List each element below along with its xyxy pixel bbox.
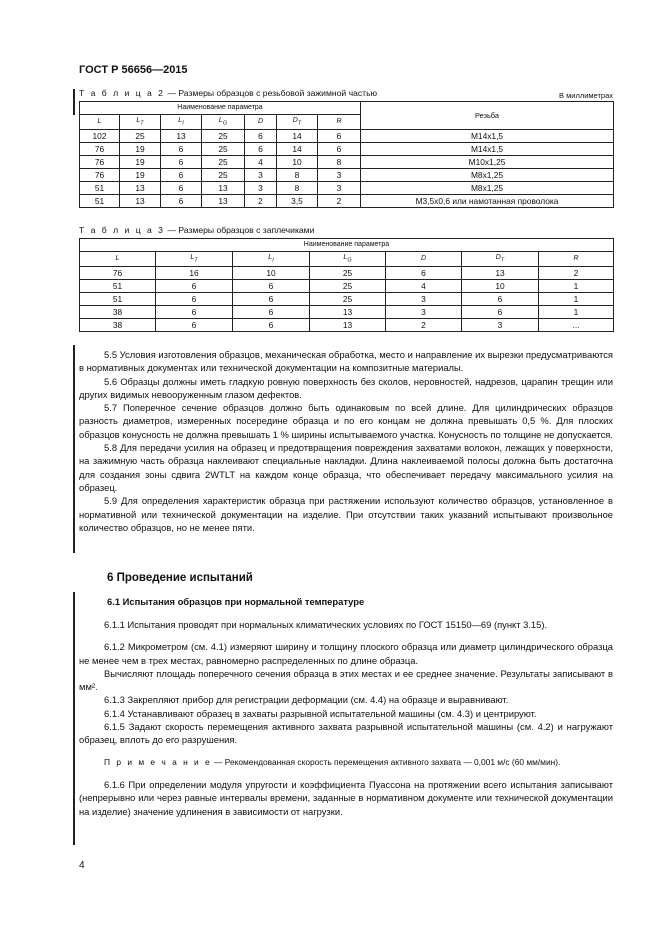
table-cell: 6 [245,143,277,156]
paragraph-5-6: 5.6 Образцы должны иметь гладкую ровную поверхность без сколов, неровностей, надрезов, царапин трещин или других видимых невооруженным глазом дефектов. [79,375,613,400]
table-cell: 3 [245,182,277,195]
document-header: ГОСТ Р 56656—2015 [79,64,188,76]
table-cell: 6 [161,182,202,195]
table2-caption-prefix: Т а б л и ц а 2 [79,88,165,98]
note-text: — Рекомендованная скорость перемещения активного захвата — 0,001 м/с (60 мм/мин). [211,756,561,767]
table-cell: 25 [202,156,245,169]
table-cell: 14 [277,130,318,143]
paragraph-5-7: 5.7 Поперечное сечение образцов должно быть одинаковым по всей длине. Для цилиндрических образцов разность диаметров, измеренных посередине образца и по его концам не должна превышать 0,5 %. Для плоских образцов конусность не должна превышать 1 % ширины испытываемого участка. Конусность по толщине не допускается. [79,402,613,440]
table3 [79,238,614,332]
table-cell: 6 [245,130,277,143]
table-cell: 6 [318,130,361,143]
table-cell: 2 [245,195,277,208]
table-cell: 6 [156,280,233,293]
table-cell: 25 [120,130,161,143]
table-cell: 3 [245,169,277,182]
table-cell: 6 [161,195,202,208]
table-cell: 19 [120,169,161,182]
table-row [80,280,614,293]
table-cell: 51 [80,182,120,195]
table-row [80,143,614,156]
table2-group-header: Наименование параметра [80,102,361,115]
section5-text [79,348,613,534]
table-cell: M3,5x0,6 или намотанная проволока [361,195,614,208]
column-header-lg: $L_G$ [310,252,386,267]
column-header-d: D [386,252,462,267]
table-cell: 6 [161,143,202,156]
table-cell: 3 [386,306,462,319]
table2-body [80,130,614,208]
table-cell: 13 [120,195,161,208]
table-cell: 3,5 [277,195,318,208]
table-cell: 10 [277,156,318,169]
table-row [80,267,614,280]
column-header-l: L [80,115,120,130]
table-cell: 13 [202,195,245,208]
table-cell: 6 [386,267,462,280]
table3-caption-text: — Размеры образцов с заплечиками [164,225,315,235]
table-cell: 13 [202,182,245,195]
table-cell: ... [539,319,614,332]
change-bar [73,592,75,845]
table-cell: 1 [539,280,614,293]
column-header-d: D [245,115,277,130]
table-row [80,169,614,182]
table3-group-header: Наименование параметра [80,239,614,252]
table-cell: 76 [80,267,156,280]
table-cell: 8 [318,156,361,169]
column-header-dt: $D_T$ [277,115,318,130]
table-cell: 2 [318,195,361,208]
table2-units: В миллиметрах [559,91,613,100]
table-cell: 102 [80,130,120,143]
table-cell: 4 [245,156,277,169]
table-row [80,319,614,332]
table-cell: 6 [156,306,233,319]
column-header-lt: $L_T$ [156,252,233,267]
table3-caption-prefix: Т а б л и ц а 3 [79,225,165,235]
table-cell: 6 [233,306,310,319]
table-cell: 76 [80,169,120,182]
table-cell: 19 [120,156,161,169]
table-cell: 6 [233,319,310,332]
paragraph-6-1-2: 6.1.2 Микрометром (см. 4.1) измеряют ширину и толщину плоского образца или диаметр цилиндрического образца не менее чем в трех местах, равномерно распределенных по длине образца. [79,641,613,666]
table-cell: 2 [539,267,614,280]
table-row [80,195,614,208]
table3-column-headers [80,252,614,267]
table3-caption [79,225,314,235]
column-header-lg: $L_G$ [202,115,245,130]
table-cell: 1 [539,306,614,319]
section6-title: 6 Проведение испытаний [107,572,253,584]
table-cell: 10 [233,267,310,280]
table-cell: 25 [202,169,245,182]
table-cell: 6 [161,156,202,169]
paragraph-6-1-3: 6.1.3 Закрепляют прибор для регистрации деформации (см. 4.4) на образце и выравнивают. [104,694,509,706]
table-cell: 76 [80,156,120,169]
table-cell: 1 [539,293,614,306]
table-row [80,156,614,169]
paragraph-5-5: 5.5 Условия изготовления образцов, механическая обработка, место и направление их вырезки предусматриваются в нормативных документах или технической документации на композитные материалы. [79,349,613,374]
column-header-r: R [539,252,614,267]
note-label: П р и м е ч а н и е [104,756,212,767]
table-cell: 16 [156,267,233,280]
paragraph-6-1-6: 6.1.6 При определении модуля упругости и коэффициента Пуассона на протяжении всего испытания записывают (непрерывно или через равные интервалы времени, заданные в нормативном документе или технической документации на изделие) значение удлинения в зависимости от нагрузки. [79,778,613,817]
table-cell: 4 [386,280,462,293]
table-cell: M8x1,25 [361,182,614,195]
table-cell: 6 [161,169,202,182]
table3-body [80,267,614,332]
table-cell: M10x1,25 [361,156,614,169]
table-cell: 8 [277,182,318,195]
table-row [80,306,614,319]
paragraph-6-1-1: 6.1.1 Испытания проводят при нормальных климатических условиях по ГОСТ 15150—69 (пункт 3.15). [104,619,548,630]
table-cell: 25 [202,143,245,156]
note [79,756,613,769]
table-cell: 6 [156,319,233,332]
change-bar [73,345,75,553]
table-cell: 14 [277,143,318,156]
table-cell: 25 [310,267,386,280]
table-cell: 25 [310,293,386,306]
table-cell: 76 [80,143,120,156]
table-cell: 51 [80,195,120,208]
paragraph-5-9: 5.9 Для определения характеристик образца при растяжении используют количество образцов, установленное в нормативной или технической документации на изделие. При отсутствии таких указаний испытывают произвольное количество образцов, но не менее пяти. [79,495,613,533]
table-cell: 6 [233,293,310,306]
table-cell: 13 [161,130,202,143]
table-cell: M14x1,5 [361,143,614,156]
table2-caption [79,88,377,98]
table-cell: 38 [80,306,156,319]
section6-1-title: 6.1 Испытания образцов при нормальной температуре [107,596,365,607]
table-cell: M14x1,5 [361,130,614,143]
table-cell: 51 [80,280,156,293]
table-cell: 13 [120,182,161,195]
change-bar [73,89,75,115]
column-header-lt: $L_T$ [120,115,161,130]
column-header-l: L [80,252,156,267]
table2-caption-text: — Размеры образцов с резьбовой зажимной частью [164,88,378,98]
table-cell: 13 [462,267,539,280]
table-cell: 25 [310,280,386,293]
table-cell: 38 [80,319,156,332]
table-cell: M8x1,25 [361,169,614,182]
column-header-li: $L_I$ [233,252,310,267]
table-row [80,130,614,143]
paragraph-5-8 [79,441,613,494]
table-cell: 6 [233,280,310,293]
table-row [80,182,614,195]
paragraph-5-8-text: 5.8 Для передачи усилия на образец и предотвращения повреждения захватами волокон, лежащих у поверхности, на зажимную часть образца наклеивают специальные накладки. Длина наклеиваемой полосы должна быть достаточна для создания зоны сдвига 2WTLT на каждом конце образца, что обеспечивает передачу максимального усилия на образец. [79,442,613,493]
table-cell: 8 [277,169,318,182]
table-cell: 6 [318,143,361,156]
paragraph-6-1-4: 6.1.4 Устанавливают образец в захваты разрывной испытательной машины (см. 4.3) и центрируют. [104,707,537,719]
column-header-r: R [318,115,361,130]
table-cell: 6 [462,293,539,306]
paragraph-6-1-2-b: Вычисляют площадь поперечного сечения образца в этих местах и ее среднее значение. Результаты записывают в мм². [79,667,613,693]
table-cell: 3 [386,293,462,306]
table-cell: 3 [318,169,361,182]
table-cell: 19 [120,143,161,156]
table-cell: 2 [386,319,462,332]
paragraph-6-1-5: 6.1.5 Задают скорость перемещения активного захвата разрывной испытательной машины (см. 4.2) и нагружают образец, вплоть до его разрушения. [79,721,613,746]
table-cell: 6 [462,306,539,319]
table-cell: 10 [462,280,539,293]
table2 [79,101,614,208]
table-cell: 6 [156,293,233,306]
column-header-li: $L_I$ [161,115,202,130]
table-cell: 25 [202,130,245,143]
table-cell: 3 [462,319,539,332]
table-cell: 3 [318,182,361,195]
table2-thread-header: Резьба [361,102,614,130]
table-cell: 13 [310,306,386,319]
table-cell: 51 [80,293,156,306]
table-row [80,293,614,306]
section6-text [79,618,613,818]
page-number: 4 [79,860,85,871]
column-header-dt: $D_T$ [462,252,539,267]
table-cell: 13 [310,319,386,332]
